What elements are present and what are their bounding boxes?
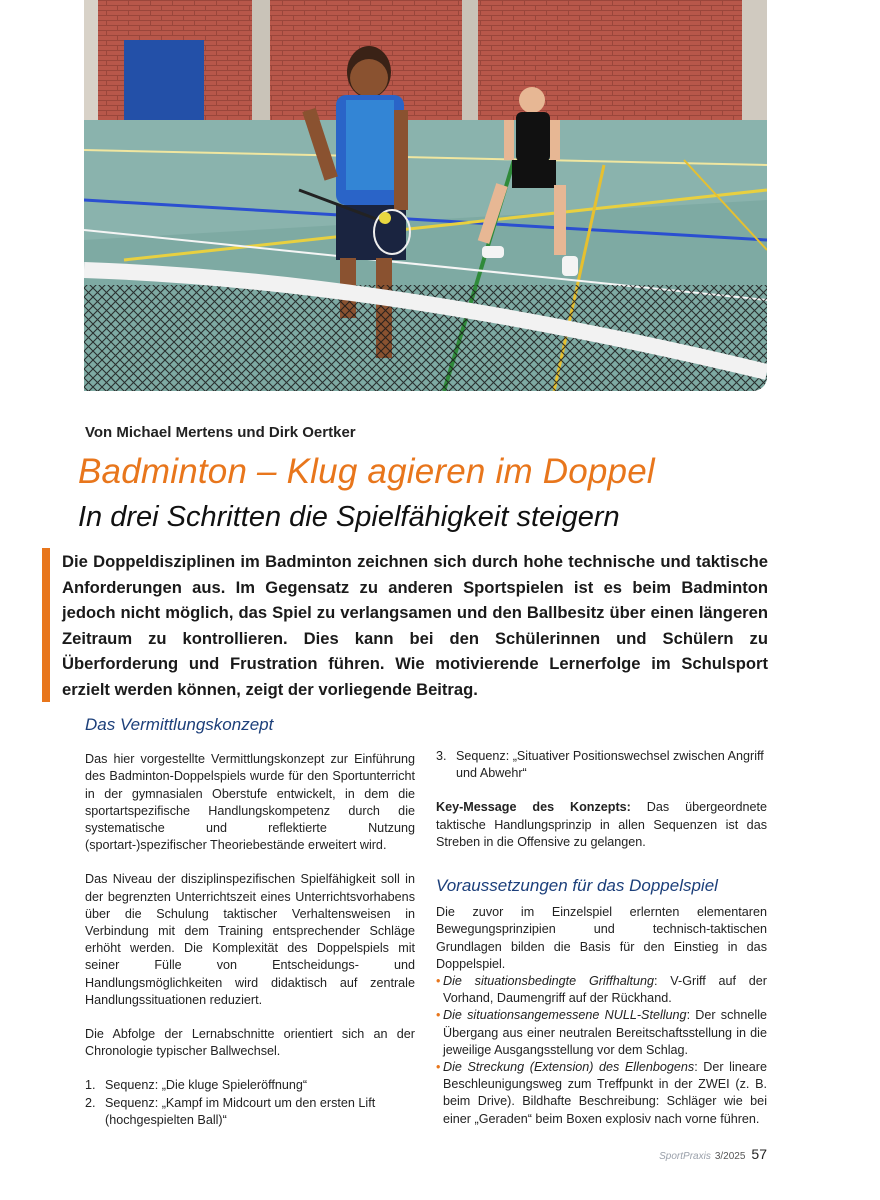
byline: Von Michael Mertens und Dirk Oertker [85, 424, 356, 441]
bullet-term: Die Streckung (Extension) des Ellenbogens [443, 1060, 695, 1075]
article-subtitle: In drei Schritten die Spielfähigkeit steigern [78, 501, 620, 533]
paragraph: Die Abfolge der Lernabschnitte orientiert sich an der Chronologie typischer Ballwechsel. [85, 1027, 415, 1059]
paragraph: Das hier vorgestellte Vermittlungskonzept zur Einführung des Badminton-Doppelspiels wurde für den Sportunterricht in der gymnasialen Oberstufe entwickelt, in dem die sportartspezifische Handlungskompetenz durch die systematische und reflektierte Nutzung (sportart-)spezifischer Theoriebestände erweitert wird. [85, 752, 415, 853]
key-message-text: Das übergeordnete taktische Handlungsprinzip in allen Sequenzen ist das Streben in die Offensive zu gelangen. [436, 800, 767, 849]
list-number: 2. [85, 1095, 96, 1110]
paragraph: Die zuvor im Einzelspiel erlernten elementaren Bewegungsprinzipien und technisch-taktischen Grundlagen bilden die Basis für den Einstieg in das Doppelspiel. [436, 905, 767, 971]
bullet-term: Die situationsangemessene NULL-Stellung [443, 1008, 687, 1023]
list-text: Sequenz: „Situativer Positionswechsel zwischen Angriff und Abwehr“ [456, 749, 764, 781]
key-message-label: Key-Message des Konzepts: [436, 800, 631, 815]
list-number: 1. [85, 1078, 96, 1093]
badminton-hall-image [84, 0, 767, 391]
hero-photo [84, 0, 767, 391]
list-item [85, 1077, 415, 1094]
column-right [436, 748, 767, 1128]
list-item [436, 1007, 767, 1059]
bullet-text: : Der schnelle Übergang aus einer neutralen Bereitschaftsstellung in die jeweilige Ausgangsstellung vor dem Schlag. [443, 1008, 767, 1057]
column-left [85, 716, 415, 1146]
bullet-icon: • [436, 974, 441, 989]
lead-paragraph: Die Doppeldisziplinen im Badminton zeichnen sich durch hohe technische und taktische Anforderungen aus. Im Gegensatz zu anderen Sportspielen ist es beim Badminton jedoch nicht möglich, das Spiel zu verlangsamen und den Ballbesitz über einen längeren Zeitraum zu kontrollieren. Dies kann bei den Schülerinnen und Schülern zu Überforderung und Frustration führen. Wie motivierende Lernerfolge im Schulsport erzielt werden können, zeigt der vorliegende Beitrag. [62, 552, 768, 699]
page-number: 57 [751, 1146, 767, 1162]
list-item [85, 1095, 415, 1129]
paragraph: Das Niveau der disziplinspezifischen Spielfähigkeit soll in der begrenzten Unterrichtszeit eines Unterrichtsvorhabens über die Schulung taktischer Verhaltensweisen in Verbindung mit dem Training entsprechender Schläge erhöht werden. Die Komplexität des Doppelspiels mit seiner Fülle von Entscheidungs- und Handlungsmöglichkeiten wird didaktisch auf zentrale Handlungssituationen reduziert. [85, 872, 415, 1007]
prerequisites-list [436, 973, 767, 1128]
list-number: 3. [436, 749, 447, 763]
article-title: Badminton – Klug agieren im Doppel [78, 452, 655, 491]
page-footer [659, 1146, 767, 1162]
bullet-text: : Der lineare Beschleunigungsweg zum Treffpunkt in der ZWEI (z. B. beim Drive). Bildhafte Beschreibung: Schläger wie bei einer „Geraden“ beim Boxen explosiv nach vorne führen. [443, 1060, 767, 1126]
bullet-icon: • [436, 1008, 441, 1023]
list-item [436, 973, 767, 1007]
list-item [436, 748, 767, 782]
lead-accent-bar [42, 548, 50, 702]
key-message [436, 799, 767, 851]
bullet-term: Die situationsbedingte Griffhaltung [443, 974, 655, 989]
section-heading-voraussetzungen: Voraussetzungen für das Doppelspiel [436, 876, 718, 896]
sequence-list [85, 1077, 415, 1129]
issue-number: 3/2025 [714, 1151, 746, 1162]
sequence-list-continued [436, 748, 767, 782]
section-heading-vermittlungskonzept: Das Vermittlungskonzept [85, 715, 274, 734]
magazine-name: SportPraxis [659, 1151, 711, 1162]
bullet-text: : V-Griff auf der Vorhand, Daumengriff auf der Rückhand. [443, 974, 767, 1006]
list-text: Sequenz: „Die kluge Spieleröffnung“ [105, 1078, 308, 1093]
bullet-icon: • [436, 1060, 441, 1075]
list-text: Sequenz: „Kampf im Midcourt um den ersten Lift (hochgespielten Ball)“ [105, 1095, 376, 1127]
list-item [436, 1059, 767, 1128]
